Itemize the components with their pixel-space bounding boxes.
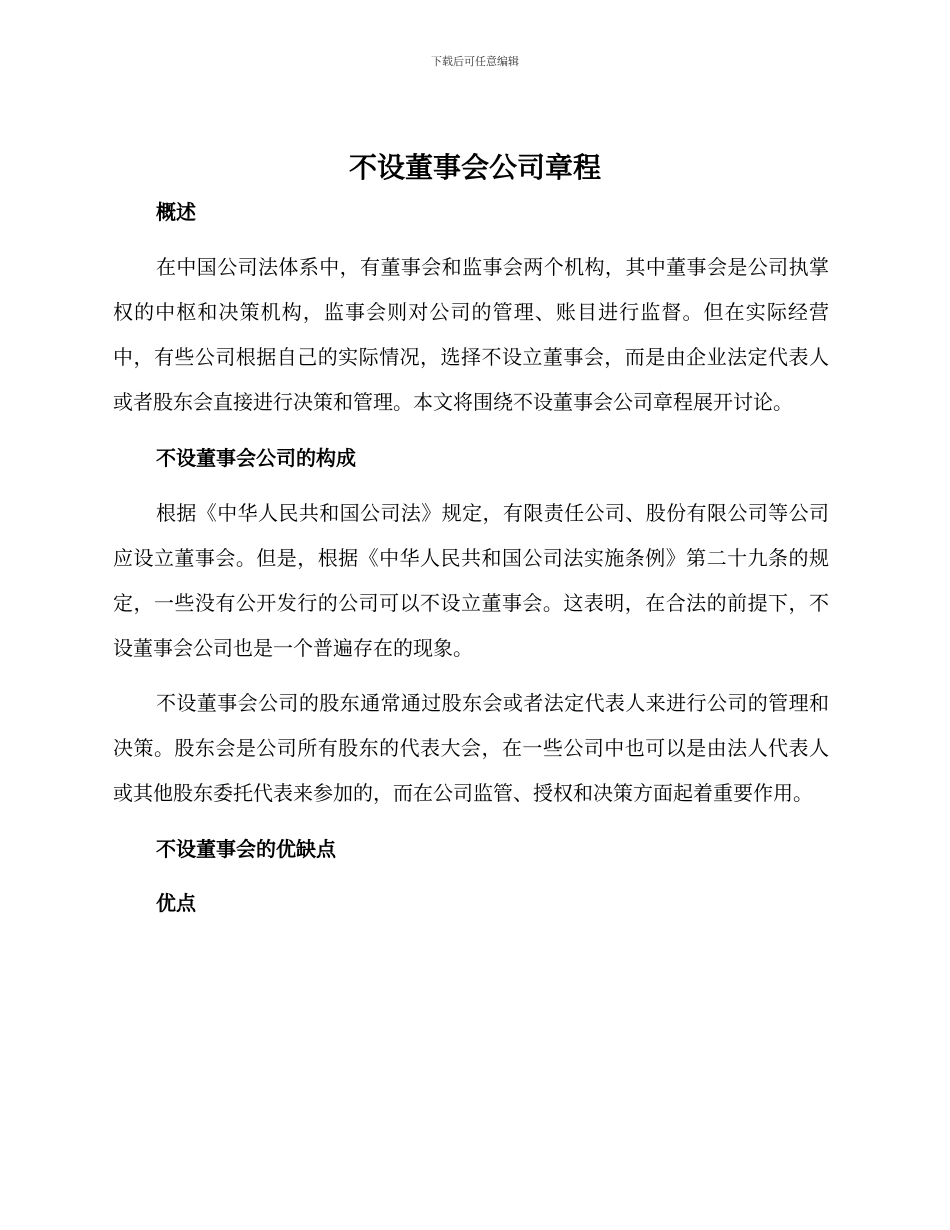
header-note: 下载后可任意编辑 <box>431 55 519 68</box>
paragraph-overview: 在中国公司法体系中，有董事会和监事会两个机构，其中董事会是公司执掌权的中枢和决策机构，监事会则对公司的管理、账目进行监督。但在实际经营中，有些公司根据自己的实际情况，选择不设立董事会，而是由企业法定代表人或者股东会直接进行决策和管理。本文将围绕不设董事会公司章程展开讨论。 <box>113 255 829 414</box>
document-body <box>113 195 829 920</box>
section-heading-pros-cons: 不设董事会的优缺点 <box>156 837 336 861</box>
paragraph-composition-2: 不设董事会公司的股东通常通过股东会或者法定代表人来进行公司的管理和决策。股东会是公司所有股东的代表大会，在一些公司中也可以是由法人代表人或其他股东委托代表来参加的，而在公司监管、授权和决策方面起着重要作用。 <box>113 691 829 805</box>
section-heading-overview: 概述 <box>156 200 196 224</box>
section-heading-pros: 优点 <box>156 891 196 915</box>
section-heading-composition: 不设董事会公司的构成 <box>156 446 356 470</box>
paragraph-composition-1: 根据《中华人民共和国公司法》规定，有限责任公司、股份有限公司等公司应设立董事会。但是，根据《中华人民共和国公司法实施条例》第二十九条的规定，一些没有公开发行的公司可以不设立董事会。这表明，在合法的前提下，不设董事会公司也是一个普遍存在的现象。 <box>113 501 829 660</box>
document-title: 不设董事会公司章程 <box>348 151 601 184</box>
